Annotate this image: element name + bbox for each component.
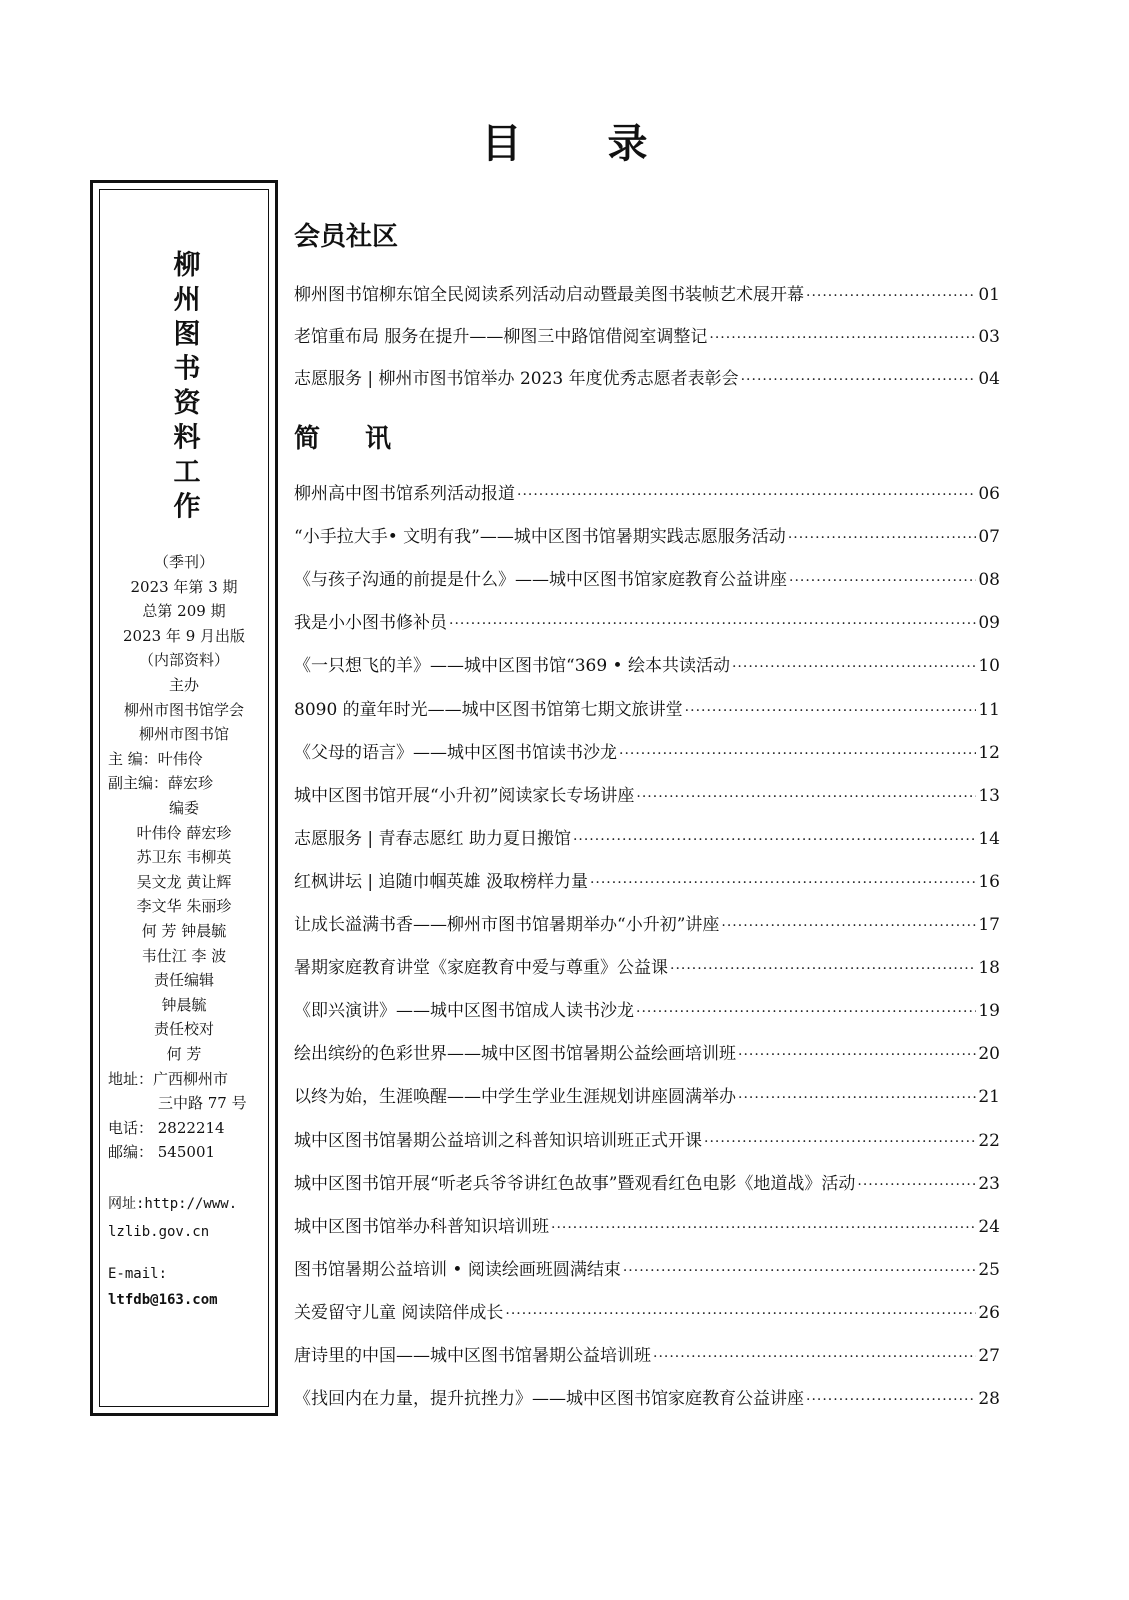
website-label: 网址:http://www. xyxy=(108,1196,238,1212)
toc-entry[interactable] xyxy=(294,695,1000,723)
masthead-line: （内部资料） xyxy=(138,651,229,670)
toc-entry[interactable] xyxy=(294,479,1000,507)
toc-entry[interactable] xyxy=(294,522,1000,550)
toc-entry[interactable] xyxy=(294,1082,1000,1110)
toc-entry[interactable] xyxy=(294,280,1000,308)
toc-entry[interactable] xyxy=(294,1298,1000,1326)
masthead-line: 副主编：薛宏珍 xyxy=(108,774,214,793)
toc-entry[interactable] xyxy=(294,1126,1000,1154)
toc-entry-title: 老馆重布局 服务在提升——柳图三中路馆借阅室调整记 xyxy=(294,327,708,347)
dot-leader xyxy=(619,746,976,762)
toc-entry[interactable] xyxy=(294,651,1000,679)
dot-leader xyxy=(653,1349,976,1365)
toc-entry-page-number: 19 xyxy=(978,1001,1000,1022)
dot-leader xyxy=(636,789,976,805)
page-title: 目 录 xyxy=(481,121,684,167)
masthead-line: 责任编辑 xyxy=(153,971,214,990)
toc-entry-title: 《父母的语言》——城中区图书馆读书沙龙 xyxy=(294,742,617,763)
toc-entry[interactable] xyxy=(294,996,1000,1024)
toc-entry-title: 8090 的童年时光——城中区图书馆第七期文旅讲堂 xyxy=(294,699,683,720)
masthead-line: 叶伟伶 薛宏珍 xyxy=(136,823,232,842)
masthead-line: 2023 年 9 月出版 xyxy=(122,626,246,645)
masthead-line: 韦仕江 李 波 xyxy=(141,946,227,965)
dot-leader xyxy=(517,487,976,503)
toc-entry[interactable] xyxy=(294,565,1000,593)
dot-leader xyxy=(623,1263,977,1279)
toc-entry-page-number: 01 xyxy=(978,285,1000,305)
toc-entry-page-number: 04 xyxy=(978,369,1000,389)
toc-entry-title: 志愿服务 | 柳州市图书馆举办 2023 年度优秀志愿者表彰会 xyxy=(294,369,739,389)
masthead-line: 何 芳 钟晨毓 xyxy=(141,922,227,940)
masthead-line: 编委 xyxy=(168,799,199,817)
toc-entry-page-number: 16 xyxy=(978,871,1000,892)
dot-leader xyxy=(721,918,976,934)
toc-entry[interactable] xyxy=(294,1384,1000,1412)
dot-leader xyxy=(704,1134,976,1150)
toc-entry-page-number: 27 xyxy=(978,1346,1000,1366)
dot-leader xyxy=(806,1392,976,1408)
masthead-line: 李文华 朱丽珍 xyxy=(136,897,232,916)
toc-entry-title: 《一只想飞的羊》——城中区图书馆“369 • 绘本共读活动 xyxy=(294,656,730,677)
toc-entry[interactable] xyxy=(294,1255,1000,1283)
toc-entry-title: 关爱留守儿童 阅读陪伴成长 xyxy=(294,1302,504,1323)
toc-entry-title: 柳州图书馆柳东馆全民阅读系列活动启动暨最美图书装帧艺术展开幕 xyxy=(294,285,804,305)
masthead-line: 主办 xyxy=(168,676,199,694)
dot-leader xyxy=(636,1004,976,1020)
toc-entry-page-number: 11 xyxy=(978,699,1000,720)
toc-entry[interactable] xyxy=(294,608,1000,636)
dot-leader xyxy=(789,573,976,589)
toc-entry[interactable] xyxy=(294,322,1000,350)
dot-leader xyxy=(806,288,976,304)
dot-leader xyxy=(590,875,976,891)
toc-entry[interactable] xyxy=(294,953,1000,981)
dot-leader xyxy=(685,703,977,719)
toc-entry-page-number: 20 xyxy=(978,1044,1000,1065)
masthead-line: 三中路 77 号 xyxy=(158,1094,247,1113)
toc-entry-title: “小手拉大手• 文明有我”——城中区图书馆暑期实践志愿服务活动 xyxy=(294,527,786,548)
journal-name-wrap xyxy=(100,250,268,526)
toc-entry[interactable] xyxy=(294,1341,1000,1369)
toc-entry-title: 唐诗里的中国——城中区图书馆暑期公益培训班 xyxy=(294,1346,651,1366)
masthead-line: 何 芳 xyxy=(166,1045,202,1063)
toc-entry-page-number: 26 xyxy=(978,1302,1000,1323)
toc-entry-title: 城中区图书馆开展“小升初”阅读家长专场讲座 xyxy=(294,785,635,806)
toc-entry[interactable] xyxy=(294,781,1000,809)
masthead-line: 总第 209 期 xyxy=(142,602,226,621)
dot-leader xyxy=(505,1306,976,1322)
masthead-line: 主 编：叶伟伶 xyxy=(108,749,203,768)
dot-leader xyxy=(788,530,977,546)
toc-entry-page-number: 25 xyxy=(978,1259,1000,1280)
toc-entry[interactable] xyxy=(294,1169,1000,1197)
dot-leader xyxy=(709,330,976,346)
email-address: ltfdb@163.com xyxy=(108,1292,218,1308)
dot-leader xyxy=(738,1047,976,1063)
toc-entry[interactable] xyxy=(294,824,1000,852)
masthead-line: 2023 年第 3 期 xyxy=(130,577,238,596)
toc-entry[interactable] xyxy=(294,1212,1000,1240)
masthead-line: 邮编： 545001 xyxy=(108,1143,216,1162)
website-domain: lzlib.gov.cn xyxy=(108,1224,210,1240)
toc-entry-page-number: 03 xyxy=(978,327,1000,347)
toc-entry-page-number: 18 xyxy=(978,958,1000,979)
email-label: E-mail: xyxy=(108,1266,168,1282)
toc-entry-page-number: 12 xyxy=(978,742,1000,763)
toc-entry-title: 绘出缤纷的色彩世界——城中区图书馆暑期公益绘画培训班 xyxy=(294,1044,736,1065)
toc-entry-page-number: 21 xyxy=(978,1087,1000,1108)
toc-entry-title: 城中区图书馆开展“听老兵爷爷讲红色故事”暨观看红色电影《地道战》活动 xyxy=(294,1173,856,1194)
masthead-line: 钟晨毓 xyxy=(161,995,207,1014)
toc-entry-page-number: 22 xyxy=(978,1130,1000,1151)
masthead-line: 吴文龙 黄让辉 xyxy=(136,872,232,891)
toc-entry-title: 《即兴演讲》——城中区图书馆成人读书沙龙 xyxy=(294,1001,634,1022)
toc-entry-title: 《找回内在力量，提升抗挫力》——城中区图书馆家庭教育公益讲座 xyxy=(294,1389,804,1410)
toc-entry-title: 让成长溢满书香——柳州市图书馆暑期举办“小升初”讲座 xyxy=(294,915,720,935)
masthead-line: 柳州市图书馆学会 xyxy=(123,700,244,719)
dot-leader xyxy=(670,961,976,977)
toc-entry[interactable] xyxy=(294,738,1000,766)
toc-entry-page-number: 17 xyxy=(978,915,1000,935)
toc-entry-page-number: 13 xyxy=(978,785,1000,806)
toc-entry-title: 《与孩子沟通的前提是什么》——城中区图书馆家庭教育公益讲座 xyxy=(294,570,787,591)
toc-entry-title: 我是小小图书修补员 xyxy=(294,613,447,634)
toc-entry-page-number: 06 xyxy=(978,484,1000,504)
toc-entry-title: 城中区图书馆暑期公益培训之科普知识培训班正式开课 xyxy=(294,1130,702,1151)
toc-entry-title: 志愿服务 | 青春志愿红 助力夏日搬馆 xyxy=(294,828,571,849)
toc-entry-page-number: 07 xyxy=(978,527,1000,548)
toc-entry[interactable] xyxy=(294,364,1000,392)
masthead-box xyxy=(90,180,278,1416)
toc-entry[interactable] xyxy=(294,867,1000,895)
masthead-inner-frame xyxy=(99,189,269,1407)
toc-entry-title: 城中区图书馆举办科普知识培训班 xyxy=(294,1216,549,1237)
section-heading: 会员社区 xyxy=(294,222,399,252)
masthead-line: 柳州市图书馆 xyxy=(138,725,229,744)
toc-entry-page-number: 28 xyxy=(978,1389,1000,1410)
toc-entry-title: 以终为始，生涯唤醒——中学生学业生涯规划讲座圆满举办 xyxy=(294,1087,736,1108)
section-heading: 简 讯 xyxy=(294,424,410,454)
dot-leader xyxy=(732,659,976,675)
dot-leader xyxy=(449,616,976,632)
masthead-line: （季刊） xyxy=(153,553,214,571)
toc-entry-page-number: 24 xyxy=(978,1216,1000,1237)
masthead-line: 责任校对 xyxy=(153,1020,214,1039)
toc-entry-page-number: 08 xyxy=(978,570,1000,591)
masthead-line: 苏卫东 韦柳英 xyxy=(136,848,232,867)
journal-name: 柳州图书资料工作 xyxy=(168,250,200,526)
toc-entry-title: 图书馆暑期公益培训 • 阅读绘画班圆满结束 xyxy=(294,1259,621,1280)
dot-leader xyxy=(857,1177,976,1193)
masthead-line: 电话： 2822214 xyxy=(108,1118,225,1137)
toc-entry-page-number: 09 xyxy=(978,613,1000,634)
toc-entry-title: 红枫讲坛 | 追随巾帼英雄 汲取榜样力量 xyxy=(294,871,588,892)
dot-leader xyxy=(573,832,976,848)
toc-entry-page-number: 23 xyxy=(978,1173,1000,1194)
dot-leader xyxy=(738,1090,976,1106)
masthead-line: 地址：广西柳州市 xyxy=(108,1069,229,1088)
toc-entry[interactable] xyxy=(294,910,1000,938)
toc-entry-page-number: 10 xyxy=(978,656,1000,677)
dot-leader xyxy=(551,1220,976,1236)
toc-entry[interactable] xyxy=(294,1039,1000,1067)
toc-entry-title: 柳州高中图书馆系列活动报道 xyxy=(294,484,515,504)
dot-leader xyxy=(741,372,977,388)
toc-entry-page-number: 14 xyxy=(978,828,1000,849)
toc-entry-title: 暑期家庭教育讲堂《家庭教育中爱与尊重》公益课 xyxy=(294,958,668,979)
